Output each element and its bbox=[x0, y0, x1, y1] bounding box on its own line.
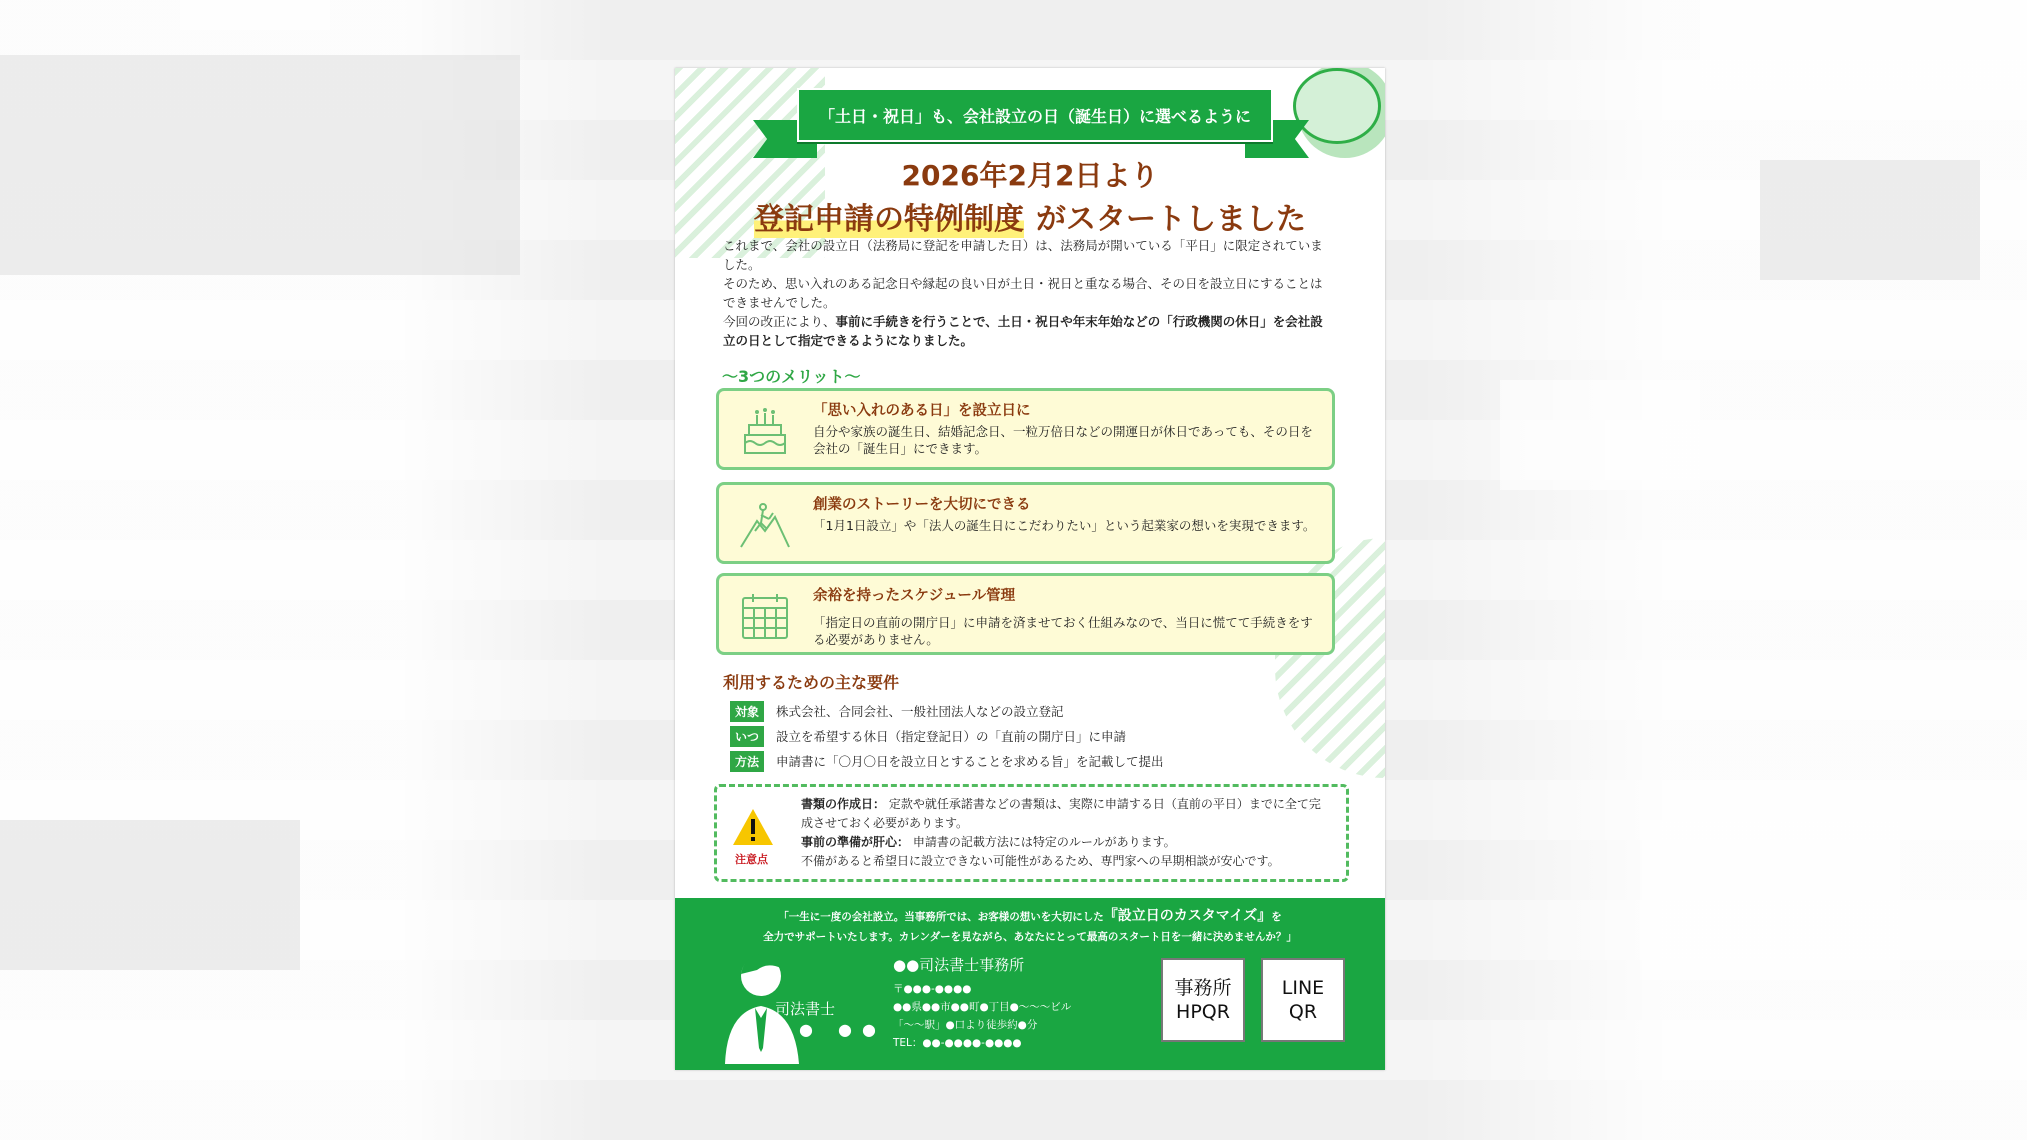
merit-title: 「思い入れのある日」を設立日に bbox=[813, 403, 1031, 419]
requirement-text: 申請書に「〇月〇日を設立日とすることを求める旨」を記載して提出 bbox=[776, 754, 1164, 769]
address-line: ●●県●●市●●町●丁目●～～～ビル bbox=[893, 1001, 1072, 1013]
requirement-tag: 方法 bbox=[730, 751, 764, 772]
qr-label: HPQR bbox=[1176, 1001, 1230, 1023]
intro-text bbox=[723, 236, 1323, 350]
intro-paragraph: これまで、会社の設立日（法務局に登記を申請した日）は、法務局が開いている「平日」に限定されていました。 bbox=[723, 238, 1323, 272]
merit-description: 「1月1日設立」や「法人の誕生日にこだわりたい」という起業家の想いを実現できます。 bbox=[813, 518, 1316, 533]
footer-message-prefix: 「一生に一度の会社設立。当事務所では、お客様の想いを大切にした bbox=[778, 911, 1104, 923]
birthday-cake-icon bbox=[739, 405, 791, 457]
footer bbox=[675, 898, 1385, 1070]
caution-item-text: 定款や就任承諾書などの書類は、実際に申請する日（直前の平日）までに全て完成させておく必要があります。 bbox=[801, 797, 1321, 830]
intro-paragraph: そのため、思い入れのある記念日や縁起の良い日が土日・祝日と重なる場合、その日を設立日にすることはできませんでした。 bbox=[723, 276, 1323, 310]
requirement-tag: いつ bbox=[730, 726, 764, 747]
requirement-text: 設立を希望する休日（指定登記日）の「直前の開庁日」に申請 bbox=[776, 729, 1127, 744]
title-highlight: 登記申請の特例制度 bbox=[754, 194, 1024, 238]
intro-prefix: 今回の改正により、 bbox=[723, 314, 836, 329]
line-qr-placeholder[interactable] bbox=[1261, 958, 1345, 1042]
merit-description: 「指定日の直前の開庁日」に申請を済ませておく仕組みなので、当日に慌てて手続きをする必要がありません。 bbox=[813, 615, 1313, 647]
footer-message bbox=[675, 906, 1385, 947]
office-name: ●●司法書士事務所 bbox=[893, 956, 1025, 974]
requirement-row bbox=[730, 750, 1164, 772]
mountain-climber-icon bbox=[739, 499, 791, 551]
requirements-heading: 利用するための主な要件 bbox=[723, 673, 900, 692]
merit-card bbox=[716, 573, 1335, 655]
access-line: 「～～駅」●口より徒歩約●分 bbox=[893, 1019, 1038, 1031]
calendar-icon bbox=[739, 590, 791, 642]
merit-description: 自分や家族の誕生日、結婚記念日、一粒万倍日などの開運日が休日であっても、その日を会社の「誕生日」にできます。 bbox=[813, 424, 1313, 456]
office-address bbox=[893, 980, 1071, 1052]
qr-label: LINE bbox=[1281, 977, 1325, 999]
merit-title: 余裕を持ったスケジュール管理 bbox=[813, 588, 1016, 604]
caution-box bbox=[714, 784, 1349, 882]
intro-bold: 事前に手続きを行うことで、土日・祝日や年末年始などの「行政機関の休日」を会社設立の日として指定できるようになりました。 bbox=[723, 314, 1323, 348]
requirement-row bbox=[730, 700, 1064, 722]
requirement-tag: 対象 bbox=[730, 701, 764, 722]
title-date: 2026年2月2日より bbox=[901, 159, 1159, 192]
requirement-row bbox=[730, 725, 1126, 747]
qr-label: QR bbox=[1288, 1001, 1318, 1023]
telephone: TEL：●●-●●●●-●●●● bbox=[893, 1037, 1022, 1049]
merits-heading: ～3つのメリット～ bbox=[722, 367, 861, 386]
footer-message-line2: 全力でサポートいたします。カレンダーを見ながら、あなたにとって最高のスタート日を一緒に決めませんか？」 bbox=[763, 931, 1297, 943]
caution-item-title: 事前の準備が肝心： bbox=[801, 835, 910, 849]
qr-label: 事務所 bbox=[1174, 977, 1232, 999]
flyer bbox=[675, 68, 1385, 1070]
caution-item-text: 不備があると希望日に設立できない可能性があるため、専門家への早期相談が安心です。 bbox=[801, 854, 1280, 868]
merit-title: 創業のストーリーを大切にできる bbox=[813, 497, 1031, 513]
person-role: 司法書士 bbox=[775, 1000, 836, 1018]
warning-icon bbox=[731, 807, 775, 847]
merit-card bbox=[716, 388, 1335, 470]
title-rest: がスタートしました bbox=[1036, 202, 1306, 237]
caution-text bbox=[801, 795, 1332, 871]
person-name: ●● ●● bbox=[775, 1020, 886, 1039]
caution-label: 注意点 bbox=[735, 853, 768, 866]
requirement-text: 株式会社、合同会社、一般社団法人などの設立登記 bbox=[776, 704, 1064, 719]
decorative-circle bbox=[1293, 68, 1381, 144]
title-main bbox=[675, 194, 1385, 238]
caution-item-title: 書類の作成日： bbox=[801, 797, 886, 811]
footer-message-suffix: を bbox=[1271, 911, 1282, 923]
caution-item-text: 申請書の記載方法には特定のルールがあります。 bbox=[912, 835, 1176, 849]
merit-card bbox=[716, 482, 1335, 564]
headline-ribbon: 「土日・祝日」も、会社設立の日（誕生日）に選べるように bbox=[797, 88, 1273, 142]
hp-qr-placeholder[interactable] bbox=[1161, 958, 1245, 1042]
postal-code: 〒●●●-●●●● bbox=[893, 983, 972, 995]
footer-message-highlight: 『設立日のカスタマイズ』 bbox=[1103, 908, 1272, 924]
intro-paragraph bbox=[723, 312, 1323, 350]
